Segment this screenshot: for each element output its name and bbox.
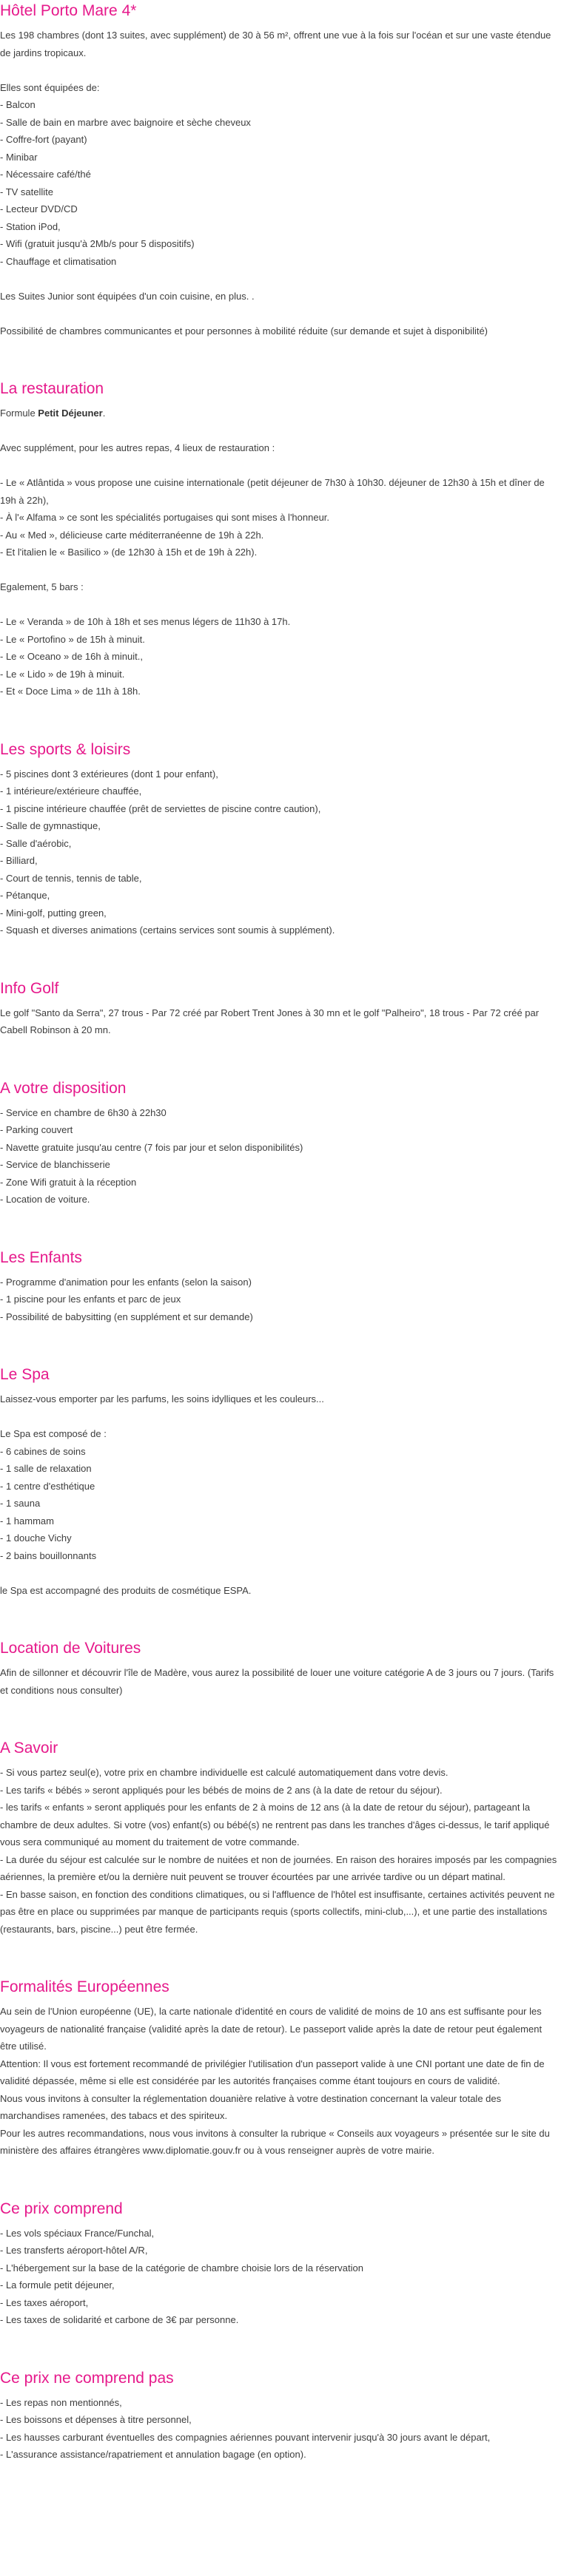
asavoir-paragraph: - les tarifs « enfants » seront appliqués pour les enfants de 2 à moins de 12 ans (à la date de retour du séjour), partageant la chambre de deux adultes. Si votre (vos) enfant(s) ou bébé(s) ne rentrent pas dans les tranches d'âges ci-dessus, le tarif appliqué vous sera communiqué au moment du traitement de votre commande. bbox=[0, 1802, 550, 1848]
asavoir-paragraph: - En basse saison, en fonction des conditions climatiques, ou si l'affluence de l'hôtel est insuffisante, certaines activités peuvent ne pas être en place ou supprimées par manque de participants requis (sports collectifs, mini-club,...), et une partie des installations (restaurants, bars, piscine...) peut être fermée. bbox=[0, 1888, 555, 1935]
spa-products: le Spa est accompagné des produits de cosmétique ESPA. bbox=[0, 1584, 252, 1596]
communicating-rooms-text: Possibilité de chambres communicantes et pour personnes à mobilité réduite (sur demande et sujet à disponibilité) bbox=[0, 325, 488, 337]
formalites-paragraph: Attention: Il vous est fortement recommandé de privilégier l'utilisation d'un passeport valide à une CNI portant une date de fin de validité dépassée, même si elle est considérée par les autorités françaises comme étant toujours en cours de validité. bbox=[0, 2058, 545, 2086]
spa-item: - 2 bains bouillonnants bbox=[0, 1549, 97, 1561]
formula-suffix: . bbox=[102, 408, 106, 419]
disposition-item: - Parking couvert bbox=[0, 1124, 73, 1135]
asavoir-title: A Savoir bbox=[0, 1740, 58, 1757]
golf-text: Le golf "Santo da Serra", 27 trous - Par 72 créé par Robert Trent Jones à 30 mn et le golf "Palheiro", 18 trous - Par 72 créé par Cabell Robinson à 20 mn. bbox=[0, 1007, 540, 1035]
disposition-title: A votre disposition bbox=[0, 1079, 127, 1097]
asavoir-paragraph: - Si vous partez seul(e), votre prix en chambre individuelle est calculé automatiquement dans votre devis. bbox=[0, 1767, 449, 1778]
sports-title: Les sports & loisirs bbox=[0, 740, 131, 758]
enfants-item: - Possibilité de babysitting (en supplément et sur demande) bbox=[0, 1311, 253, 1322]
section-necomprend bbox=[0, 2369, 561, 2464]
spa-item: - 1 hammam bbox=[0, 1515, 54, 1527]
voitures-title: Location de Voitures bbox=[0, 1640, 141, 1657]
equipment-item: - Lecteur DVD/CD bbox=[0, 203, 78, 214]
comprend-item: - Les taxes aéroport, bbox=[0, 2296, 89, 2308]
spa-intro: Laissez-vous emporter par les parfums, les soins idylliques et les couleurs... bbox=[0, 1393, 324, 1404]
sports-item: - 1 intérieure/extérieure chauffée, bbox=[0, 785, 142, 797]
asavoir-paragraph: - La durée du séjour est calculée sur le nombre de nuitées et non de journées. En raison des horaires imposés par les compagnies aériennes, la première et/ou la dernière nuit peuvent se trouver écourtées par une arrivée tardive ou un départ matinal. bbox=[0, 1853, 557, 1882]
necomprend-title: Ce prix ne comprend pas bbox=[0, 2369, 174, 2387]
equipment-item: - Balcon bbox=[0, 99, 36, 110]
equipment-item: - Nécessaire café/thé bbox=[0, 169, 91, 180]
equipment-item: - Salle de bain en marbre avec baignoire et sèche cheveux bbox=[0, 116, 251, 128]
comprend-item: - Les vols spéciaux France/Funchal, bbox=[0, 2227, 155, 2239]
spa-composed: Le Spa est composé de : bbox=[0, 1428, 107, 1439]
comprend-title: Ce prix comprend bbox=[0, 2200, 123, 2217]
enfants-item: - Programme d'animation pour les enfants (selon la saison) bbox=[0, 1276, 252, 1288]
equipment-item: - Wifi (gratuit jusqu'à 2Mb/s pour 5 dispositifs) bbox=[0, 238, 195, 249]
spa-item: - 1 centre d'esthétique bbox=[0, 1480, 95, 1492]
sports-item: - 1 piscine intérieure chauffée (prêt de serviettes de piscine contre caution), bbox=[0, 802, 321, 814]
suites-text: Les Suites Junior sont équipées d'un coin cuisine, en plus. . bbox=[0, 290, 255, 302]
disposition-item: - Service de blanchisserie bbox=[0, 1159, 110, 1170]
section-golf bbox=[0, 979, 561, 1039]
bars-intro: Egalement, 5 bars : bbox=[0, 581, 84, 592]
disposition-item: - Location de voiture. bbox=[0, 1194, 90, 1205]
sports-item: - Billiard, bbox=[0, 855, 38, 866]
enfants-title: Les Enfants bbox=[0, 1248, 82, 1266]
bar-item: - Et « Doce Lima » de 11h à 18h. bbox=[0, 686, 141, 697]
section-enfants bbox=[0, 1248, 561, 1326]
enfants-item: - 1 piscine pour les enfants et parc de jeux bbox=[0, 1294, 181, 1305]
formalites-title: Formalités Européennes bbox=[0, 1978, 169, 1995]
restaurants-intro: Avec supplément, pour les autres repas, 4 lieux de restauration : bbox=[0, 442, 275, 453]
necomprend-item: - Les repas non mentionnés, bbox=[0, 2396, 122, 2408]
restaurant-item: - Le « Atlântida » vous propose une cuisine internationale (petit déjeuner de 7h30 à 10h30. déjeuner de 12h30 à 15h et dîner de 19h à 22h), bbox=[0, 477, 545, 506]
disposition-item: - Navette gratuite jusqu'au centre (7 fois par jour et selon disponibilités) bbox=[0, 1141, 303, 1153]
section-voitures bbox=[0, 1639, 561, 1699]
necomprend-item: - Les hausses carburant éventuelles des compagnies aériennes pouvant intervenir jusqu'à 30 jours avant le départ, bbox=[0, 2431, 491, 2443]
sports-item: - Salle de gymnastique, bbox=[0, 820, 101, 831]
hotel-intro: Les 198 chambres (dont 13 suites, avec supplément) de 30 à 56 m², offrent une vue à la fois sur l'océan et sur une vaste étendue de jardins tropicaux. bbox=[0, 30, 551, 58]
asavoir-paragraph: - Les tarifs « bébés » seront appliqués pour les bébés de moins de 2 ans (à la date de retour du séjour). bbox=[0, 1784, 443, 1796]
section-hotel bbox=[0, 0, 561, 339]
equipments-title: Elles sont équipées de: bbox=[0, 81, 100, 93]
restaurant-item: - Au « Med », délicieuse carte méditerranéenne de 19h à 22h. bbox=[0, 529, 264, 541]
comprend-item: - Les transferts aéroport-hôtel A/R, bbox=[0, 2245, 148, 2256]
section-spa bbox=[0, 1365, 561, 1599]
sports-item: - Court de tennis, tennis de table, bbox=[0, 872, 142, 884]
equipment-item: - Minibar bbox=[0, 151, 38, 163]
formula-line bbox=[0, 405, 561, 422]
spa-title: Le Spa bbox=[0, 1366, 50, 1383]
comprend-item: - La formule petit déjeuner, bbox=[0, 2279, 115, 2291]
bar-item: - Le « Lido » de 19h à minuit. bbox=[0, 668, 125, 680]
disposition-item: - Zone Wifi gratuit à la réception bbox=[0, 1176, 137, 1188]
necomprend-item: - Les boissons et dépenses à titre personnel, bbox=[0, 2414, 192, 2425]
comprend-item: - L'hébergement sur la base de la catégorie de chambre choisie lors de la réservation bbox=[0, 2262, 363, 2274]
bar-item: - Le « Portofino » de 15h à minuit. bbox=[0, 633, 145, 645]
formula-prefix: Formule bbox=[0, 408, 38, 419]
formula-name: Petit Déjeuner bbox=[38, 408, 103, 419]
spa-item: - 1 douche Vichy bbox=[0, 1532, 72, 1544]
section-formalites bbox=[0, 1978, 561, 2160]
bar-item: - Le « Veranda » de 10h à 18h et ses menus légers de 11h30 à 17h. bbox=[0, 616, 291, 627]
equipment-item: - Station iPod, bbox=[0, 220, 61, 232]
disposition-item: - Service en chambre de 6h30 à 22h30 bbox=[0, 1106, 167, 1118]
section-disposition bbox=[0, 1079, 561, 1208]
spa-item: - 1 salle de relaxation bbox=[0, 1463, 92, 1474]
bar-item: - Le « Oceano » de 16h à minuit., bbox=[0, 651, 143, 662]
section-asavoir bbox=[0, 1739, 561, 1938]
necomprend-item: - L'assurance assistance/rapatriement et annulation bagage (en option). bbox=[0, 2449, 306, 2460]
formalites-paragraph: Nous vous invitons à consulter la réglementation douanière relative à votre destination concernant la valeur totale des marchandises ramenées, des tabacs et des spiriteux. bbox=[0, 2092, 502, 2121]
restaurant-item: - À l'« Alfama » ce sont les spécialités portugaises qui sont mises à l'honneur. bbox=[0, 512, 330, 523]
sports-item: - Mini-golf, putting green, bbox=[0, 907, 107, 919]
sports-item: - Pétanque, bbox=[0, 890, 50, 901]
section-sports bbox=[0, 740, 561, 939]
golf-title: Info Golf bbox=[0, 979, 59, 997]
section-restauration bbox=[0, 379, 561, 700]
equipment-item: - Coffre-fort (payant) bbox=[0, 134, 87, 145]
equipment-item: - Chauffage et climatisation bbox=[0, 255, 117, 267]
hotel-title: Hôtel Porto Mare 4* bbox=[0, 2, 137, 19]
restaurant-item: - Et l'italien le « Basilico » (de 12h30 à 15h et de 19h à 22h). bbox=[0, 547, 258, 558]
sports-item: - 5 piscines dont 3 extérieures (dont 1 pour enfant), bbox=[0, 768, 218, 780]
restauration-title: La restauration bbox=[0, 380, 104, 397]
comprend-item: - Les taxes de solidarité et carbone de 3€ par personne. bbox=[0, 2314, 239, 2325]
sports-item: - Salle d'aérobic, bbox=[0, 837, 72, 849]
section-comprend bbox=[0, 2200, 561, 2329]
sports-item: - Squash et diverses animations (certains services sont soumis à supplément). bbox=[0, 924, 335, 936]
spa-item: - 1 sauna bbox=[0, 1498, 41, 1509]
formalites-paragraph: Pour les autres recommandations, nous vous invitons à consulter la rubrique « Conseils aux voyageurs » présentée sur le site du ministère des affaires étrangères www.diplomatie.gouv.fr ou à vous renseigner auprès de votre mairie. bbox=[0, 2127, 550, 2156]
formalites-paragraph: Au sein de l'Union européenne (UE), la carte nationale d'identité en cours de validité de moins de 10 ans est suffisante pour les voyageurs de nationalité française (validité après la date de retour). Le passeport valide après la date de retour peut également être utilisé. bbox=[0, 2006, 542, 2052]
equipment-item: - TV satellite bbox=[0, 186, 54, 197]
spa-item: - 6 cabines de soins bbox=[0, 1445, 86, 1457]
voitures-text: Afin de sillonner et découvrir l'île de Madère, vous aurez la possibilité de louer une voiture catégorie A de 3 jours ou 7 jours. (Tarifs et conditions nous consulter) bbox=[0, 1667, 554, 1696]
